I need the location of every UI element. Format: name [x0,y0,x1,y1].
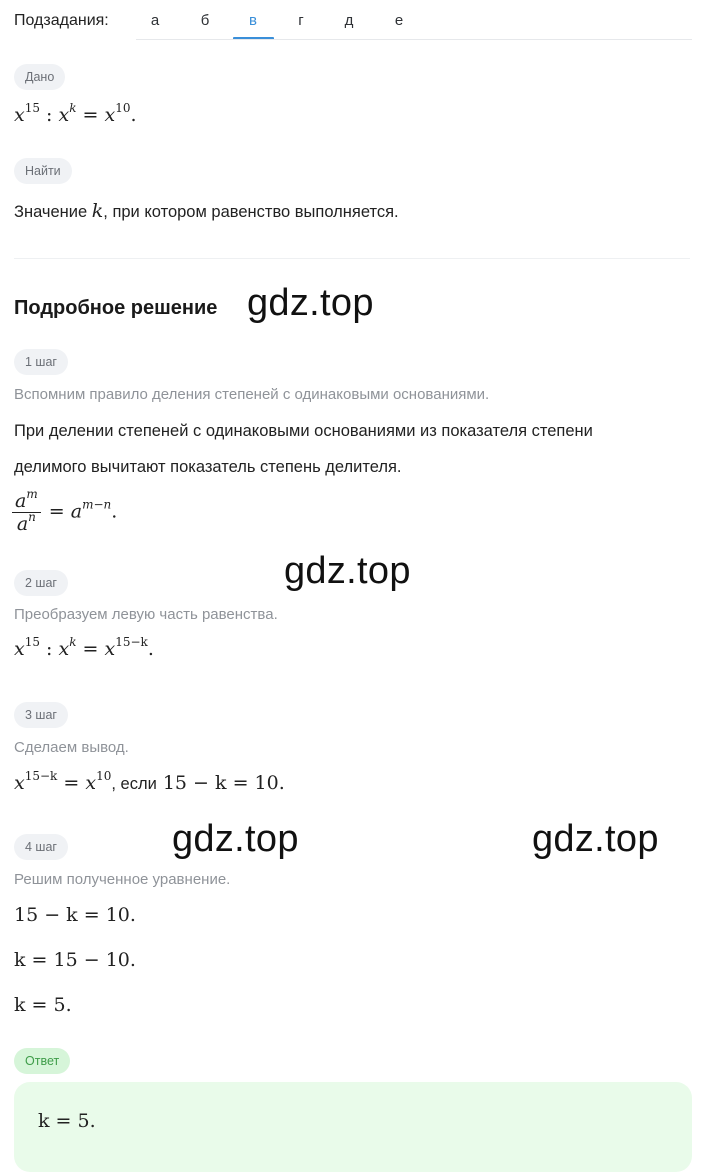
step-3-equation: $x^{15-k} = x^{10}$, если 15 − k = 10. [14,769,285,794]
tab-b[interactable]: б [200,12,210,29]
step-1-badge: 1 шаг [14,349,68,375]
step-1-formula: $\frac{a^m}{a^n}$ = $a^{m-n}$. [12,490,117,535]
step-2-hint: Преобразуем левую часть равенства. [14,606,278,623]
step-3-badge: 3 шаг [14,702,68,728]
step-2-equation: $x^{15}$ : $x^k = x^{15-k}$. [14,635,154,660]
step-1-text-line2: делимого вычитают показатель степень делителя. [14,458,402,476]
division-fraction: $\frac{a^m}{a^n}$ [12,490,41,535]
answer-value: k = 5. [38,1110,96,1132]
step-1-hint: Вспомним правило деления степеней с одинаковыми основаниями. [14,386,490,403]
watermark: gdz.top [172,818,299,860]
find-text: Значение k, при котором равенство выполняется. [14,200,399,222]
solution-title: Подробное решение [14,297,218,319]
step-4-line-2: k = 15 − 10. [14,949,136,971]
watermark: gdz.top [284,550,411,592]
tabs-divider [136,39,692,40]
step-4-line-3: k = 5. [14,994,72,1016]
tab-e[interactable]: е [394,12,404,29]
tab-v[interactable]: в [249,12,257,29]
step-4-line-1: 15 − k = 10. [14,904,136,926]
find-badge: Найти [14,158,72,184]
given-equation: $x^{15}$ : $x^k = x^{10}$. [14,101,137,126]
step-1-text-line1: При делении степеней с одинаковыми основаниями из показателя степени [14,422,593,440]
watermark: gdz.top [532,818,659,860]
answer-box [14,1082,692,1172]
tab-g[interactable]: г [298,12,304,29]
watermark: gdz.top [247,282,374,324]
tab-a[interactable]: а [150,12,160,29]
step-4-badge: 4 шаг [14,834,68,860]
tab-d[interactable]: д [344,12,354,29]
step-3-hint: Сделаем вывод. [14,739,129,756]
subtasks-label: Подзадания: [14,12,109,29]
section-divider [14,258,690,259]
answer-badge: Ответ [14,1048,70,1074]
given-badge: Дано [14,64,65,90]
step-2-badge: 2 шаг [14,570,68,596]
step-4-hint: Решим полученное уравнение. [14,871,231,888]
